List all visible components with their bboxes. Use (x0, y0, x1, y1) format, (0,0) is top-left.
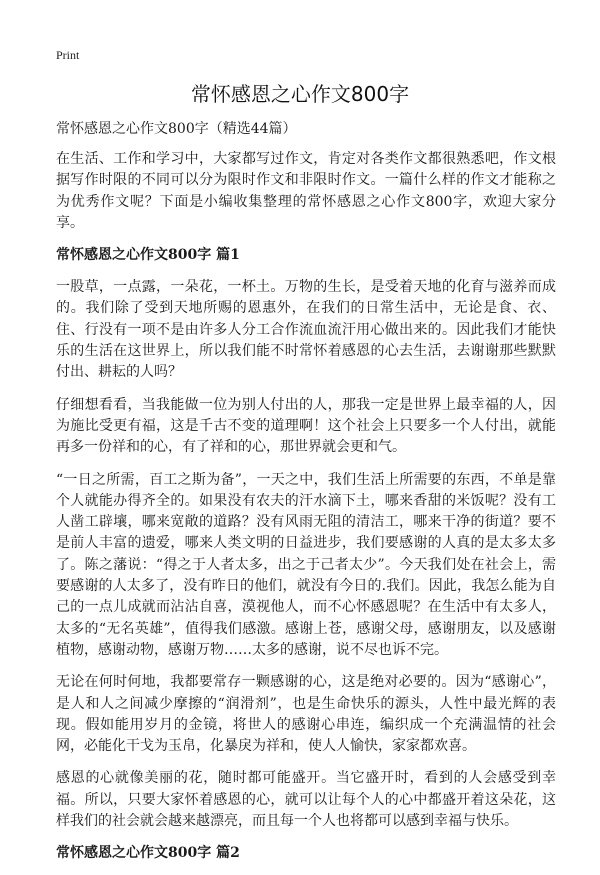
section-heading-1: 常怀感恩之心作文800字 篇1 (56, 247, 240, 264)
section-heading-2: 常怀感恩之心作文800字 篇2 (56, 845, 240, 862)
section-1-paragraph-2: 仔细想看看，当我能做一位为别人付出的人，那我一定是世界上最幸福的人，因为施比受更有福，这是千古不变的道理啊！这个社会上只要多一个人付出，就能再多一份祥和的心，有了祥和的心，那世界就会更和气。 (56, 396, 556, 456)
section-1-paragraph-3: “一日之所需，百工之斯为备”，一天之中，我们生活上所需要的东西，不单是靠个人就能办得齐全的。如果没有农夫的汗水滴下土，哪来香甜的米饭呢？没有工人凿工辟壤，哪来宽敞的道路？没有风雨无阻的清洁工，哪来干净的街道？要不是前人丰富的遗爱，哪来人类文明的日益进步，我们要感谢的人真的是太多太多了。陈之藩说：“得之于人者太多，出之于己者太少”。今天我们处在社会上，需要感谢的人太多了，没有昨日的他们，就没有今日的.我们。因此，我怎么能为自己的一点儿成就而沾沾自喜，漠视他人，而不心怀感恩呢？在生活中有太多人，太多的“无名英雄”，值得我们感激。感谢上苍，感谢父母，感谢朋友，以及感谢植物，感谢动物，感谢万物……太多的感谢，说不尽也诉不完。 (56, 471, 556, 658)
section-1-paragraph-5: 感恩的心就像美丽的花，随时都可能盛开。当它盛开时，看到的人会感受到幸福。所以，只要大家怀着感恩的心，就可以让每个人的心中都盛开着这朵花，这样我们的社会就会越来越漂亮，而且每一个人也将都可以感到幸福与快乐。 (56, 770, 556, 830)
print-label: Print (56, 48, 80, 62)
article-body (56, 119, 556, 875)
page-title: 常怀感恩之心作文800字 (190, 82, 410, 106)
intro-paragraph: 在生活、工作和学习中，大家都写过作文，肯定对各类作文都很熟悉吧，作文根据写作时限的不同可以分为限时作文和非限时作文。一篇什么样的作文才能称之为优秀作文呢？下面是小编收集整理的常怀感恩之心作文800字，欢迎大家分享。 (56, 151, 556, 231)
section-1-paragraph-4: 无论在何时何地，我都要常存一颗感谢的心，这是绝对必要的。因为“感谢心”，是人和人之间减少摩擦的“润滑剂”，也是生命快乐的源头，人性中最光辉的表现。假如能用岁月的金镜，将世人的感谢心串连，编织成一个充满温情的社会网，必能化干戈为玉帛，化暴戾为祥和，使人人愉快，家家都欢喜。 (56, 674, 556, 755)
article-subtitle: 常怀感恩之心作文800字（精选44篇） (56, 121, 297, 137)
section-1-paragraph-1: 一股草，一点露，一朵花，一杯土。万物的生长，是受着天地的化育与滋养而成的。我们除了受到天地所赐的恩惠外，在我们的日常生活中，无论是食、衣、住、行没有一项不是由许多人分工合作流血流汗用心做出来的。因此我们才能快乐的生活在这世界上，所以我们能不时常怀着感恩的心去生活，去谢谢那些默默付出、耕耘的人吗？ (56, 279, 556, 381)
